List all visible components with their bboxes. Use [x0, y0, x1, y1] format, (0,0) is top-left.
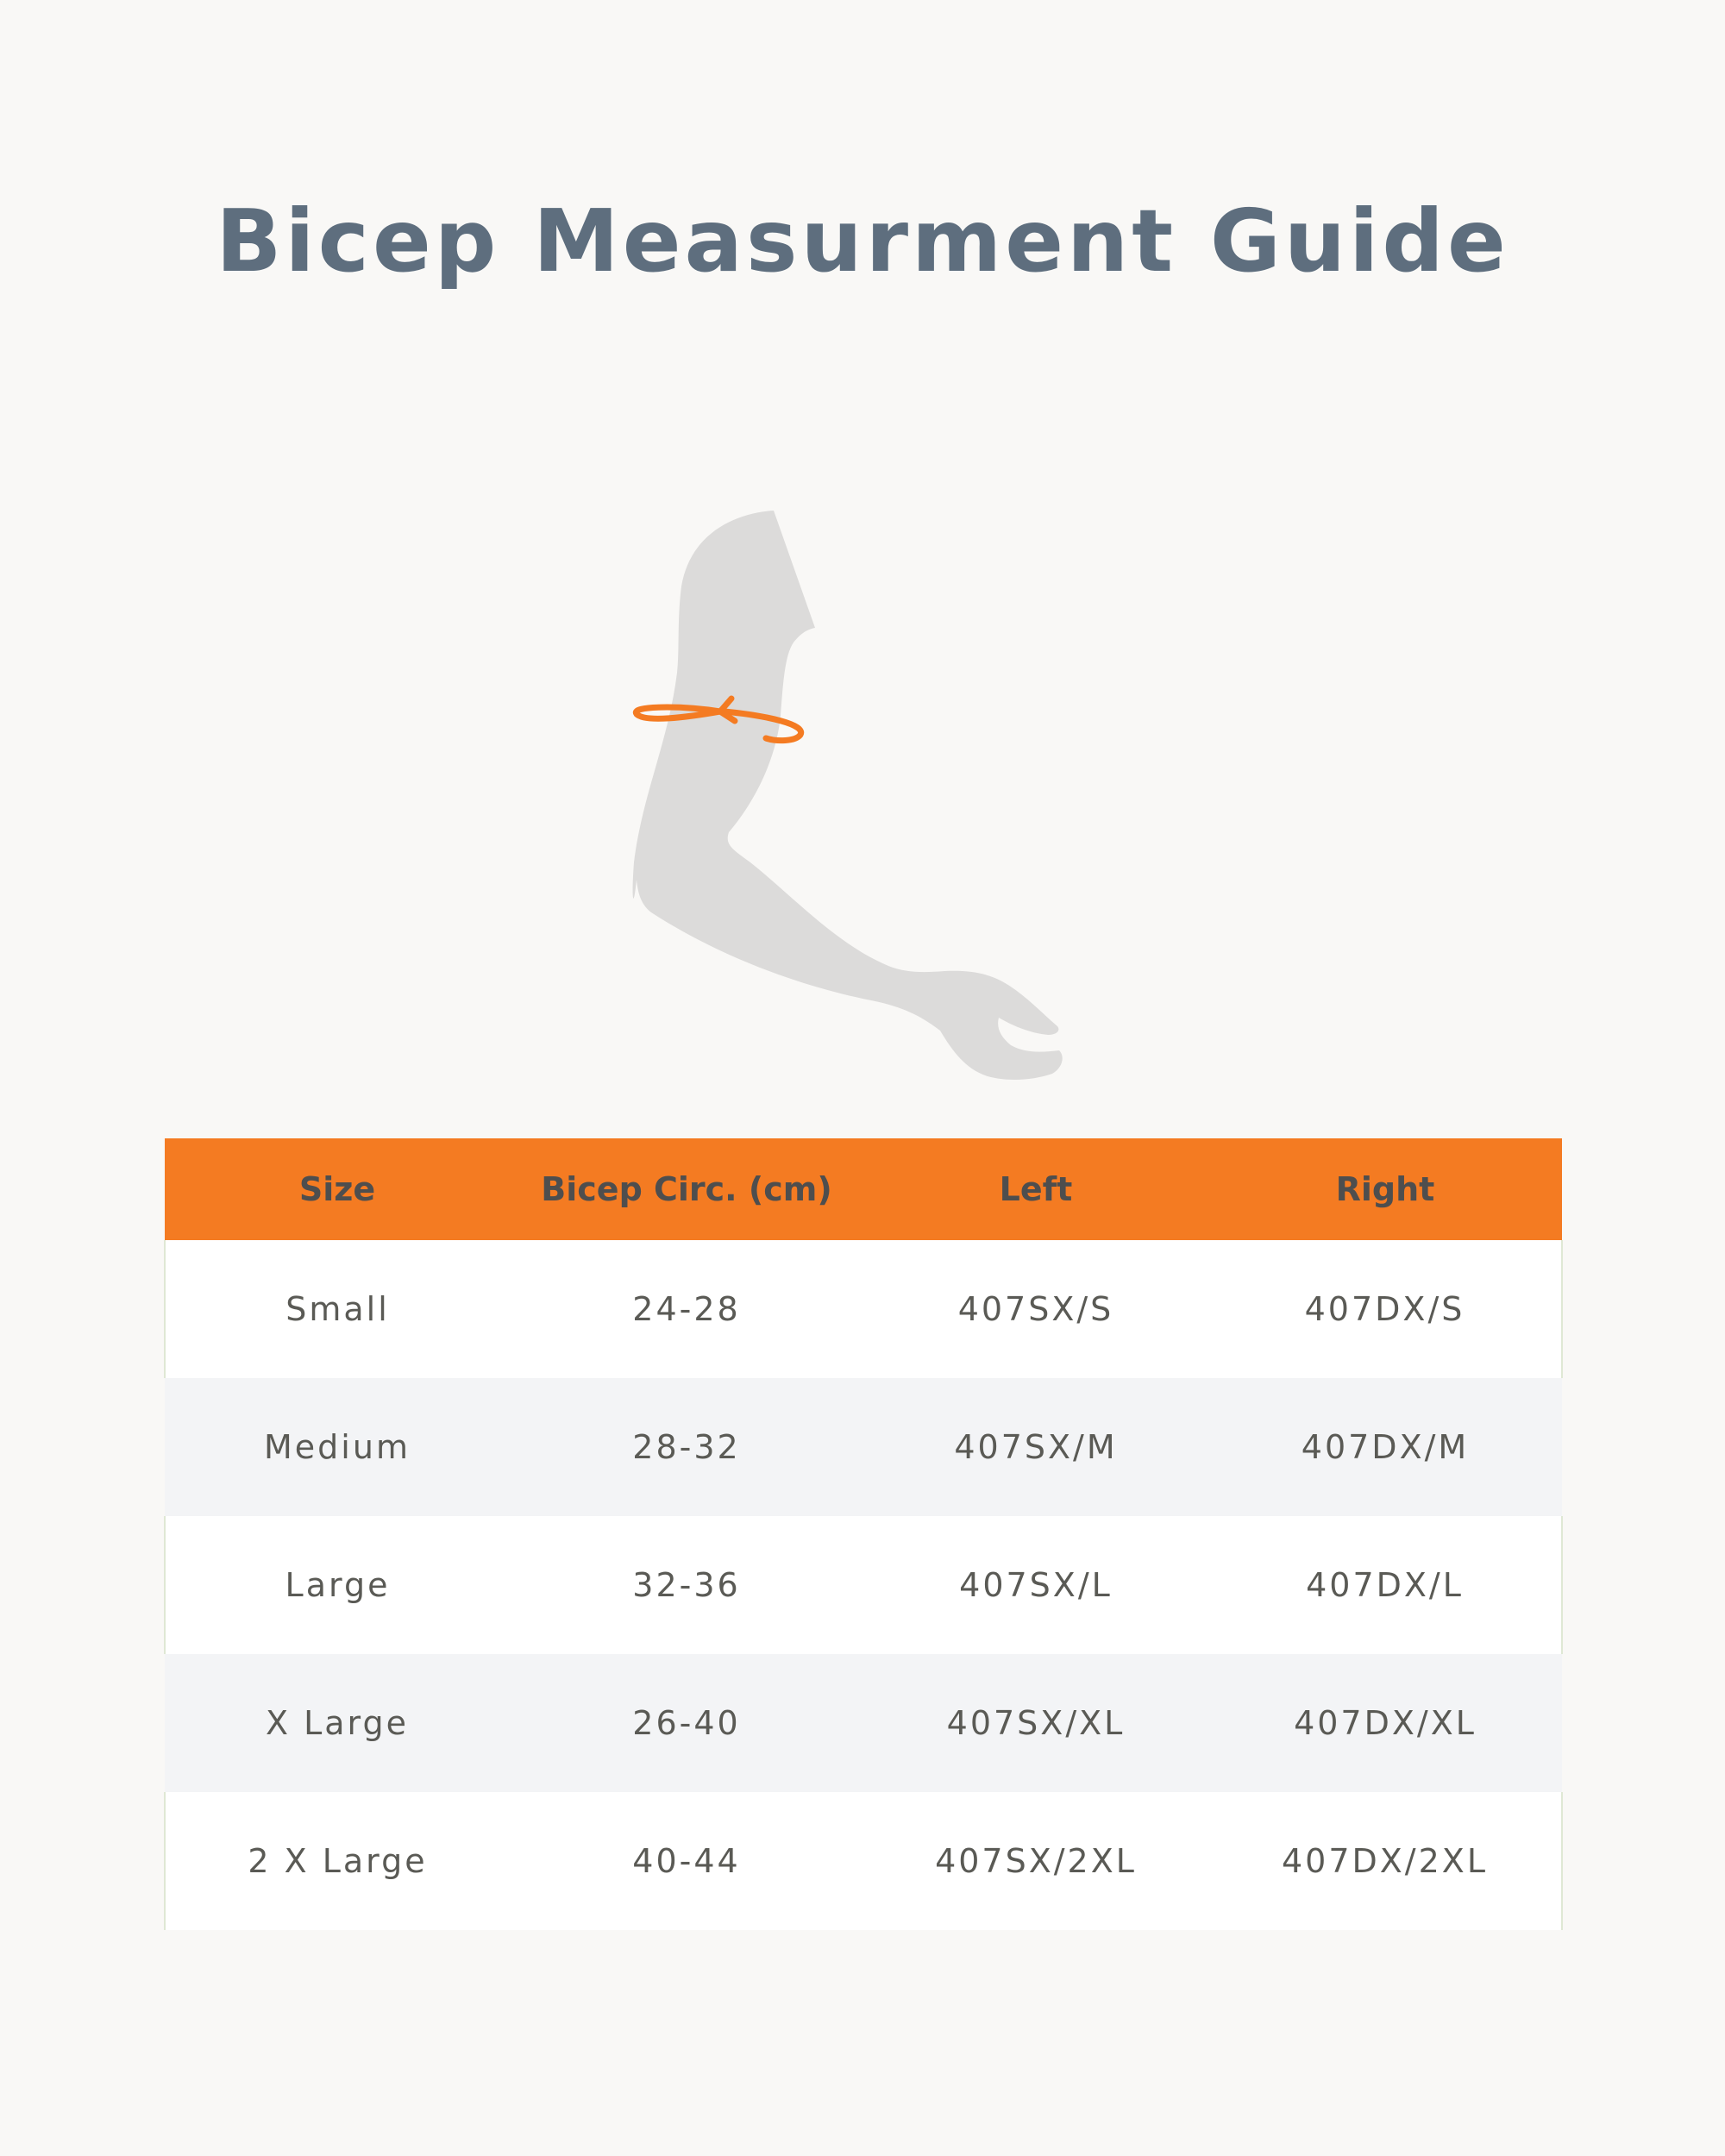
cell-left-code: 407SX/S: [957, 1290, 1114, 1328]
cell-right-code: 407DX/S: [1208, 1240, 1562, 1378]
cell-left-code: 407SX/2XL: [935, 1842, 1137, 1880]
table-row: [165, 1516, 1562, 1654]
cell-size: Large: [165, 1516, 510, 1654]
header-right: Right: [1335, 1170, 1435, 1208]
cell-left-code: 407SX/L: [959, 1566, 1113, 1604]
table-row: [165, 1792, 1562, 1930]
table-row: [165, 1378, 1562, 1516]
header-bicep-circumference: Bicep Circ. (cm): [541, 1170, 832, 1208]
cell-size: X Large: [265, 1704, 410, 1742]
cell-circumference: 40-44: [632, 1842, 741, 1880]
cell-circumference: 28-32: [632, 1428, 741, 1466]
cell-left-code: 407SX/M: [954, 1428, 1118, 1466]
page-title: Bicep Measurment Guide: [216, 191, 1509, 291]
cell-size: 2 X Large: [165, 1792, 510, 1930]
header-left: Left: [999, 1170, 1073, 1208]
size-table: [164, 1138, 1563, 1930]
cell-right-code: 407DX/M: [1301, 1428, 1470, 1466]
table-header-row: [165, 1138, 1562, 1240]
table-row: [165, 1654, 1562, 1792]
cell-right-code: 407DX/L: [1208, 1516, 1562, 1654]
cell-circumference: 24-28: [632, 1290, 741, 1328]
table-row: [165, 1240, 1562, 1378]
arm-silhouette: [633, 511, 1063, 1080]
arm-measurement-icon: [604, 500, 1121, 1087]
cell-circumference: 26-40: [632, 1704, 741, 1742]
cell-right-code: 407DX/XL: [1294, 1704, 1477, 1742]
cell-right-code: 407DX/2XL: [1208, 1792, 1562, 1930]
cell-size: Medium: [264, 1428, 411, 1466]
cell-left-code: 407SX/XL: [946, 1704, 1126, 1742]
cell-size: Small: [165, 1240, 510, 1378]
header-size: Size: [298, 1170, 376, 1208]
cell-circumference: 32-36: [632, 1566, 741, 1604]
